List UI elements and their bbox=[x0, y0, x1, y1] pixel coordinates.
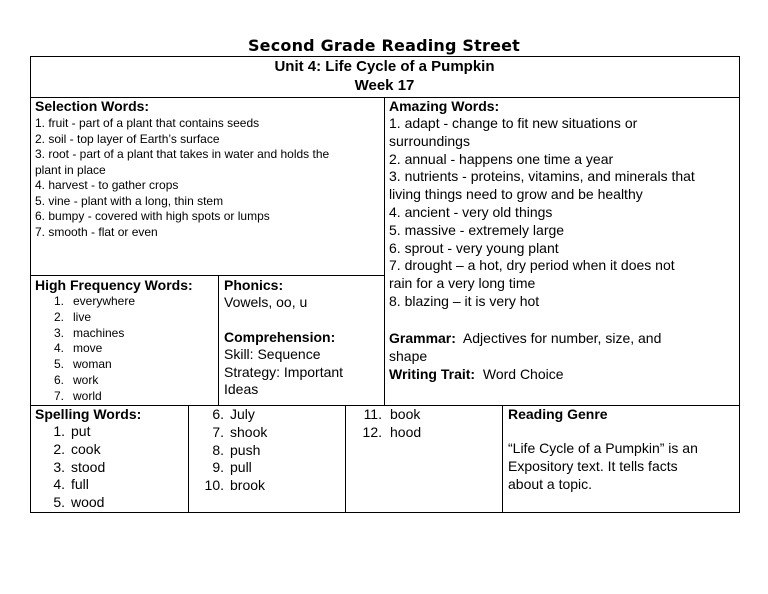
comprehension-skill: Skill: Sequence bbox=[224, 345, 321, 362]
grammar-section bbox=[389, 330, 739, 383]
hf-word-item: 2. live bbox=[53, 309, 92, 324]
spelling-word-item: 7. shook bbox=[212, 423, 268, 440]
selection-word-item: 3. root - part of a plant that takes in water and holds the bbox=[35, 147, 330, 161]
spelling-word-item: 12. hood bbox=[362, 423, 422, 440]
writing-trait-label: Writing Trait: bbox=[389, 365, 476, 382]
selection-word-item: 7. smooth - flat or even bbox=[35, 224, 158, 239]
hf-word-item: 7. world bbox=[53, 388, 102, 403]
amazing-word-line: 4. ancient - very old things bbox=[389, 203, 553, 220]
spelling-words-col-3 bbox=[348, 406, 498, 442]
amazing-word-line: 1. adapt - change to fit new situations or bbox=[389, 115, 638, 131]
reading-genre-text: Expository text. It tells facts bbox=[508, 457, 678, 474]
amazing-words-heading: Amazing Words: bbox=[389, 98, 500, 114]
high-frequency-heading: High Frequency Words: bbox=[35, 277, 193, 293]
unit-title: Unit 4: Life Cycle of a Pumpkin bbox=[274, 58, 495, 75]
hf-word-item: 4. move bbox=[53, 341, 103, 356]
hf-word-item: 3. machines bbox=[53, 325, 125, 340]
grammar-label: Grammar: bbox=[389, 330, 456, 346]
grammar-text: Adjectives for number, size, and bbox=[455, 330, 662, 346]
selection-word-item: plant in place bbox=[35, 162, 106, 177]
phonics-text: Vowels, oo, u bbox=[224, 294, 308, 310]
spelling-col-divider-1 bbox=[188, 405, 189, 513]
selection-word-item: 5. vine - plant with a long, thin stem bbox=[35, 193, 224, 208]
amazing-word-line: 5. massive - extremely large bbox=[389, 221, 565, 238]
spelling-words-heading: Spelling Words: bbox=[35, 406, 142, 422]
spelling-word-item: 9. pull bbox=[212, 459, 252, 476]
amazing-word-line: 8. blazing – it is very hot bbox=[389, 292, 540, 309]
hf-word-item: 1. everywhere bbox=[53, 294, 136, 308]
phonics-section bbox=[224, 277, 382, 399]
reading-genre-text: “Life Cycle of a Pumpkin” is an bbox=[508, 440, 698, 456]
comprehension-heading: Comprehension: bbox=[224, 328, 336, 345]
selection-words-section bbox=[35, 98, 380, 240]
amazing-word-line: 2. annual - happens one time a year bbox=[389, 150, 614, 167]
selection-word-item: 2. soil - top layer of Earth’s surface bbox=[35, 131, 220, 146]
high-frequency-section bbox=[35, 277, 215, 405]
comprehension-strategy: Strategy: Important bbox=[224, 363, 344, 380]
spelling-word-item: 3. stood bbox=[53, 458, 106, 475]
hf-word-item: 5. woman bbox=[53, 357, 112, 372]
page-title: Second Grade Reading Street bbox=[247, 36, 521, 55]
main-vertical-divider bbox=[384, 97, 385, 405]
week-label: Week 17 bbox=[354, 77, 415, 94]
spelling-col-divider-2 bbox=[345, 405, 346, 513]
amazing-word-line: living things need to grow and be healthy bbox=[389, 186, 643, 203]
amazing-word-line: 6. sprout - very young plant bbox=[389, 239, 559, 256]
amazing-word-line: rain for a very long time bbox=[389, 275, 536, 292]
amazing-word-line: 7. drought – a hot, dry period when it does not bbox=[389, 257, 675, 274]
writing-trait-text: Word Choice bbox=[475, 365, 564, 382]
spelling-word-item: 5. wood bbox=[53, 494, 105, 511]
spelling-word-item: 1. put bbox=[53, 423, 91, 439]
selection-word-item: 6. bumpy - covered with high spots or lumps bbox=[35, 209, 270, 223]
selection-bottom-divider bbox=[30, 275, 384, 276]
amazing-word-line: surroundings bbox=[389, 132, 470, 149]
grammar-text-continued: shape bbox=[389, 347, 428, 364]
selection-word-item: 1. fruit - part of a plant that contains seeds bbox=[35, 116, 260, 130]
selection-words-heading: Selection Words: bbox=[35, 98, 150, 114]
spelling-word-item: 8. push bbox=[212, 441, 261, 458]
spelling-words-col-2 bbox=[190, 406, 340, 495]
amazing-word-line: 3. nutrients - proteins, vitamins, and minerals that bbox=[389, 168, 695, 185]
spelling-word-item: 6. July bbox=[212, 406, 255, 422]
phonics-heading: Phonics: bbox=[224, 277, 284, 293]
comprehension-strategy-continued: Ideas bbox=[224, 381, 259, 398]
reading-genre-heading: Reading Genre bbox=[508, 406, 608, 422]
genre-divider bbox=[502, 405, 503, 513]
spelling-word-item: 2. cook bbox=[53, 440, 101, 457]
spelling-words-col-1 bbox=[35, 406, 185, 512]
amazing-words-section bbox=[389, 98, 739, 311]
reading-genre-text: about a topic. bbox=[508, 475, 593, 492]
selection-word-item: 4. harvest - to gather crops bbox=[35, 178, 179, 192]
spelling-word-item: 10. brook bbox=[204, 477, 266, 494]
spelling-word-item: 11. book bbox=[363, 406, 421, 422]
hf-phonics-divider bbox=[218, 275, 219, 405]
reading-genre-section bbox=[508, 406, 736, 493]
spelling-word-item: 4. full bbox=[53, 476, 89, 493]
hf-word-item: 6. work bbox=[53, 372, 99, 387]
